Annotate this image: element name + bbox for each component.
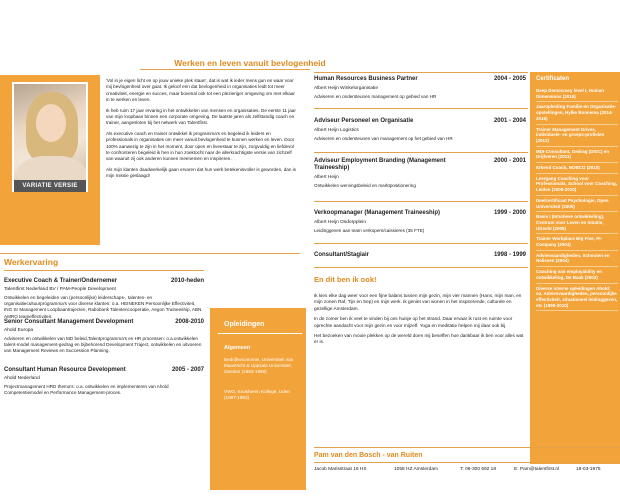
werkervaring-underline <box>4 270 204 271</box>
footer-rule-top <box>314 447 620 448</box>
personal-text <box>314 293 528 350</box>
certificate-item: Diverse interne opleidingen Ahold: oa. Adviesvaardigheden, persoonlijke effectiviteit, situationeel leidinggeven, etc (1999-2010) <box>536 284 618 312</box>
job-description: Adviseren en ondersteunen management op gebied van HR <box>314 94 437 99</box>
job-company: Albert Heijn <box>314 175 339 180</box>
job-divider <box>314 201 528 202</box>
education-item: Bedrijfseconomie, Universiteit van Maastricht & Uppsala Universitet, Zweden (1993-1998) <box>224 357 294 374</box>
opleidingen-rule <box>218 333 302 334</box>
intro-paragraph: Ik heb ruim 17 jaar ervaring in het ontwikkelen van mensen en organisaties. De eerste 11 jaar van mijn loopbaan binnen een corporate omgeving. De laatste jaren als zelfstandig coach en trainer, aangesloten bij het netwerk van Talentfirst. <box>106 107 296 126</box>
contact-phone: T: 06-300 692 18 <box>460 467 497 472</box>
job-description: Ontwikkelen en begeleiden van (persoonlijke) leiderschaps-, talenten- en organisatiecultuurprogramma's voor diverse klanten: o.a. HEINEKEN Persoonlijke Effectiviteit, ING Sr Management Loopbaantrajecten, Rabobank Talentencooperatie, Aegon Traineeship, ABN AMRO teameffectiviteit. <box>4 295 202 319</box>
certificaten-heading: Certificaten <box>536 76 570 82</box>
job-entry <box>314 252 526 259</box>
personal-paragraph: In de zomer ben ik veel te vinden bij ons huisje op het strand. Daar ervaar ik rust en ruimte voor oprechte aandacht voor mijn gezin en voor mijzelf. Yoga en meditatie helpen mij daar ook bij. <box>314 316 513 328</box>
job-divider <box>314 152 528 153</box>
job-title: Senior Consultant Management Development <box>4 319 134 325</box>
job-dates: 2004 - 2005 <box>493 76 526 82</box>
job-title: Adviseur Personeel en Organisatie <box>314 118 414 124</box>
job-company: Albert Heijn Winkelorganisatie <box>314 86 378 91</box>
contact-dob: 18-03-1975 <box>576 467 601 472</box>
contact-email: E: Pam@talentfirst.nl <box>514 467 560 472</box>
job-divider <box>314 243 528 244</box>
page-title: Werken en leven vanuit bevlogenheid <box>174 58 326 68</box>
opleidingen-heading: Opleidingen <box>224 321 265 328</box>
job-title: Executive Coach & Trainer/Ondernemer <box>4 278 118 284</box>
photo-face <box>36 104 66 142</box>
job-company: Ahold Europa <box>4 328 34 333</box>
job-dates: 1999 - 2000 <box>493 210 526 216</box>
certificate-item: Trainer Workplace Big Five, PI-Company (2004) <box>536 234 618 250</box>
personal-heading: En dit ben ik ook! <box>314 275 377 284</box>
job-company: Talentfirst Nederland BV / PAM-People Development <box>4 287 116 292</box>
job-description: Projectmanagement HRD thema's: o.a. ontwikkelen en implementeren van Ahold Competentiemodel en Performance Management-proces. <box>4 384 169 396</box>
intro-paragraph: Als executive coach en trainer ontwikkel ik programma's en begeleid ik leiders en professionals in organisaties om meer vanuit bevlogenheid te kunnen werken en leven. Door 100% aanwezig te zijn in het moment, door open en liveestaar te zijn, zorgvuldig en liefdevol te confronteren begeleid ik hen in hun zoektocht naar de allerkrachtigste versie van zichzelf van waaruit zij ook anderen kunnen meenemen en inspireren. <box>106 130 295 162</box>
personal-paragraph: Het bezoeken van mooie plekken op de wereld doen mij beseffen hoe dankbaar ik ben voor alles wat er is. <box>314 333 524 345</box>
right-top-rule <box>314 72 528 73</box>
job-company: Albert Heijn Osdorpplein <box>314 220 366 225</box>
certificate-item: Leergang Coaching voor Professionals, School voor Coaching, Leiden (2009-2010) <box>536 174 618 196</box>
job-dates: 2008-2010 <box>175 319 204 325</box>
job-dates: 2000 - 2001 <box>493 158 526 164</box>
job-entry <box>314 158 526 188</box>
certificaten-list <box>536 86 618 311</box>
header-rule <box>140 69 310 70</box>
certificate-item: Trainer Management Drives, individuele- en groeps-profielen (2012) <box>536 125 618 147</box>
werkervaring-heading: Werkervaring <box>4 257 59 267</box>
job-company: Ahold Nederland <box>4 376 40 381</box>
job-description: Leidinggeven aan team verkopers/caissieres (35 FTE) <box>314 228 425 233</box>
certificate-item: Coaching van employability en ontwikkeling, De Baak (2003) <box>536 267 618 283</box>
intro-paragraph: Als mijn klanten daadwerkelijk gaan ervaren dat hun werk betekenisvoller is geworden, dan is mijn missie geslaagd! <box>106 166 296 179</box>
job-dates: 2005 - 2007 <box>171 367 204 373</box>
job-dates: 1998 - 1999 <box>493 252 526 258</box>
job-title: Consultant Human Resource Development <box>4 367 126 373</box>
personal-paragraph: Ik kies elke dag weer voor een fijne balans tussen mijn gezin, mijn vier mannen (Hans, mijn man, en mijn zonen Raf, Tijn en Sep) en mijn werk. Ik geniet van wonen in het inspirerende, culturele en gezellige Amsterdam. <box>314 293 522 311</box>
opleidingen-subheading: Algemeen <box>224 345 251 351</box>
job-entry <box>314 210 526 233</box>
certificate-item: Deelcertificaat Psychologie, Open Universiteit (2005) <box>536 196 618 212</box>
certificate-item: Erkend Coach, NOBCO (2010) <box>536 163 618 174</box>
certificate-item: Deep Democracy level I, Human Dimensions (2016) <box>536 86 618 102</box>
profile-photo <box>12 82 88 192</box>
job-entry <box>4 278 204 320</box>
job-entry <box>4 367 204 396</box>
job-title: Consultant/Stagiair <box>314 252 370 258</box>
job-title: Verkoopmanager (Management Traineeship) <box>314 210 441 216</box>
education-item: VWO, Kruisheren Kollege, Uden (1987-1993) <box>224 389 290 400</box>
contact-city: 1058 HZ Amsterdam <box>394 467 438 472</box>
job-company: Albert Heijn Logistics <box>314 128 359 133</box>
job-divider <box>314 108 528 109</box>
job-description: Adviseren en ontwikkelen van MD beleid,Talentprogramma's en HR processen: o.a.ontwikkelen talent-model management-gedrag en bijbehorend Development Traject, ontwikkelen en uitvoeren van Management Reviews en Succession Planning. <box>4 336 202 354</box>
certificate-item: Adviesvaardigheden, Schouten en Nelissen (2004) <box>536 251 618 267</box>
contact-name: Pam van den Bosch - van Ruiten <box>314 452 423 459</box>
job-entry <box>314 118 526 141</box>
intro-paragraph: 'Vol in je eigen licht en op jouw unieke plek staan', dat is wat ik ieder mens gun en waar voor mij bevlogenheid over gaat. Ik geloof erin dat bevlogenheid in organisaties leidt tot meer creativiteit, energie en succes, maar bovenal ook tot een plezieriger omgeving om met elkaar in te werken en leven. <box>106 78 295 103</box>
job-description: Ontwikkelen wervingsbeleid en marktpositionering <box>314 183 416 188</box>
variant-badge: VARIATIE VERSIE <box>14 180 86 192</box>
job-dates: 2001 - 2004 <box>493 118 526 124</box>
job-title: Human Resources Business Partner <box>314 76 418 82</box>
contact-street: Jacob Marisstraat 16 HS <box>314 467 367 472</box>
footer-rule-bottom <box>314 462 620 463</box>
job-divider <box>314 267 528 268</box>
werkervaring-rule <box>0 253 300 254</box>
certificate-item: MDI-Consultant, Gedrag (DISC) en Drijfveren (2011) <box>536 147 618 163</box>
job-description: Adviseren en ondersteunen van management op het gebied van HR <box>314 136 453 141</box>
job-title: Adviseur Employment Branding (Management Traineeship) <box>314 158 446 171</box>
certificate-item: Jaaropleiding Familie-en Organisatie-opstellingen, Hylke Bonnema (2014-2015) <box>536 102 618 124</box>
job-entry <box>314 76 526 99</box>
certificate-item: Basis I (Intuitieve ontwikkeling), Centrum voor Leven en Intuitie, Utrecht (2005) <box>536 212 618 234</box>
job-dates: 2010-heden <box>170 278 204 284</box>
job-entry <box>4 319 204 355</box>
intro-text <box>106 78 296 184</box>
